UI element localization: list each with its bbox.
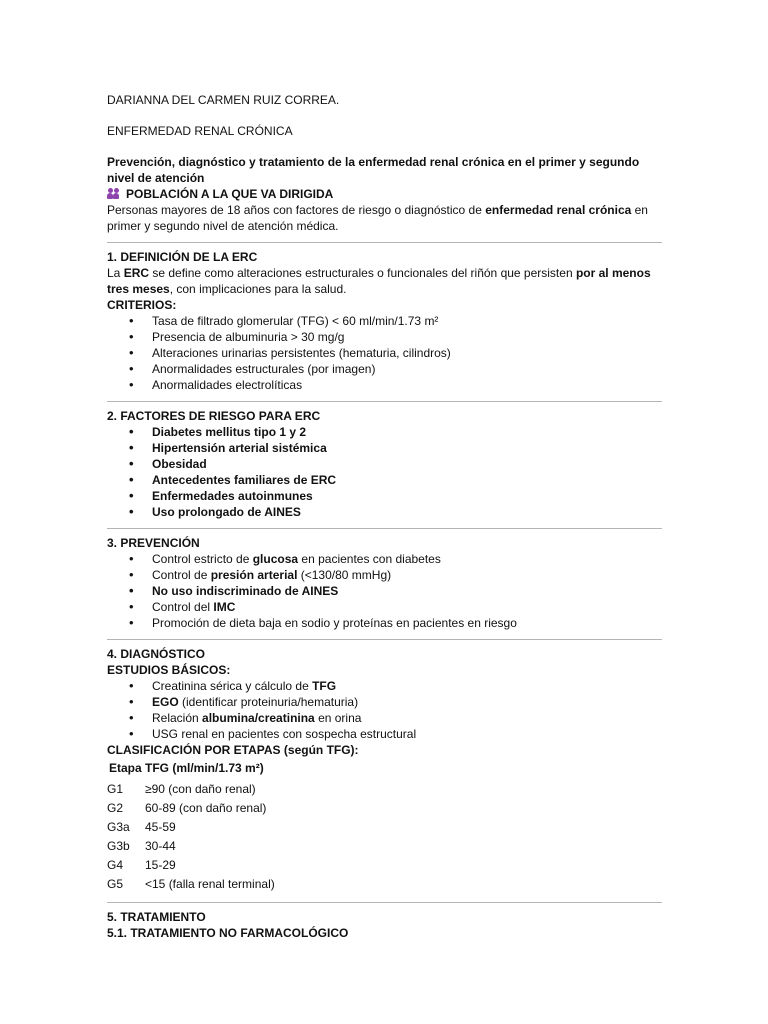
list-item: • Promoción de dieta baja en sodio y proteínas en pacientes en riesgo: [107, 615, 662, 631]
list-item: • Presencia de albuminuria > 30 mg/g: [107, 329, 662, 345]
studies-list: [107, 678, 662, 742]
list-item: • Control de presión arterial (<130/80 mmHg): [107, 567, 662, 583]
list-item: • Antecedentes familiares de ERC: [107, 472, 662, 488]
divider: [107, 401, 662, 402]
list-item: • Diabetes mellitus tipo 1 y 2: [107, 424, 662, 440]
population-text: Personas mayores de 18 años con factores de riesgo o diagnóstico de enfermedad renal crónica en primer y segundo nivel de atención médica.: [107, 203, 648, 233]
classification-heading: CLASIFICACIÓN POR ETAPAS (según TFG):: [107, 743, 359, 757]
document-subject: ENFERMEDAD RENAL CRÓNICA: [107, 124, 293, 138]
prevention-list: [107, 551, 662, 631]
section-1-paragraph: La ERC se define como alteraciones estructurales o funcionales del riñón que persisten por al menos tres meses, con implicaciones para la salud.: [107, 266, 651, 296]
studies-heading: ESTUDIOS BÁSICOS:: [107, 663, 231, 677]
section-4-heading: 4. DIAGNÓSTICO: [107, 647, 206, 661]
criteria-list: [107, 313, 662, 393]
section-5-heading: 5. TRATAMIENTO: [107, 910, 206, 924]
list-item: • Tasa de filtrado glomerular (TFG) < 60 ml/min/1.73 m²: [107, 313, 662, 329]
list-item: • Alteraciones urinarias persistentes (hematuria, cilindros): [107, 345, 662, 361]
document-title: Prevención, diagnóstico y tratamiento de la enfermedad renal crónica en el primer y segundo nivel de atención: [107, 155, 640, 185]
table-row: G1 ≥90 (con daño renal): [107, 782, 256, 796]
list-item: • Enfermedades autoinmunes: [107, 488, 662, 504]
divider: [107, 902, 662, 903]
document-page: [107, 92, 662, 941]
list-item: • Obesidad: [107, 456, 662, 472]
criteria-heading: CRITERIOS:: [107, 298, 177, 312]
list-item: • Anormalidades electrolíticas: [107, 377, 662, 393]
stages-table: [107, 780, 662, 894]
risk-factors-list: [107, 424, 662, 520]
list-item: • Uso prolongado de AINES: [107, 504, 662, 520]
population-heading-text: POBLACIÓN A LA QUE VA DIRIGIDA: [126, 187, 334, 201]
section-2-heading: 2. FACTORES DE RIESGO PARA ERC: [107, 409, 321, 423]
population-heading: [107, 186, 662, 202]
list-item: • Creatinina sérica y cálculo de TFG: [107, 678, 662, 694]
section-3-heading: 3. PREVENCIÓN: [107, 536, 200, 550]
stages-table-header: Etapa TFG (ml/min/1.73 m²): [109, 761, 264, 775]
section-1-heading: 1. DEFINICIÓN DE LA ERC: [107, 250, 258, 264]
divider: [107, 639, 662, 640]
list-item: • EGO (identificar proteinuria/hematuria): [107, 694, 662, 710]
list-item: • Relación albumina/creatinina en orina: [107, 710, 662, 726]
section-5-1-heading: 5.1. TRATAMIENTO NO FARMACOLÓGICO: [107, 926, 349, 940]
divider: [107, 242, 662, 243]
list-item: • No uso indiscriminado de AINES: [107, 583, 662, 599]
list-item: • Anormalidades estructurales (por imagen): [107, 361, 662, 377]
people-icon: [107, 188, 120, 199]
table-row: G3a 45-59: [107, 820, 176, 834]
list-item: • USG renal en pacientes con sospecha estructural: [107, 726, 662, 742]
table-row: G2 60-89 (con daño renal): [107, 801, 267, 815]
divider: [107, 528, 662, 529]
table-row: G4 15-29: [107, 858, 176, 872]
list-item: • Control estricto de glucosa en pacientes con diabetes: [107, 551, 662, 567]
list-item: • Control del IMC: [107, 599, 662, 615]
table-row: G5 <15 (falla renal terminal): [107, 877, 275, 891]
author-name: DARIANNA DEL CARMEN RUIZ CORREA.: [107, 93, 340, 107]
table-row: G3b 30-44: [107, 839, 176, 853]
list-item: • Hipertensión arterial sistémica: [107, 440, 662, 456]
